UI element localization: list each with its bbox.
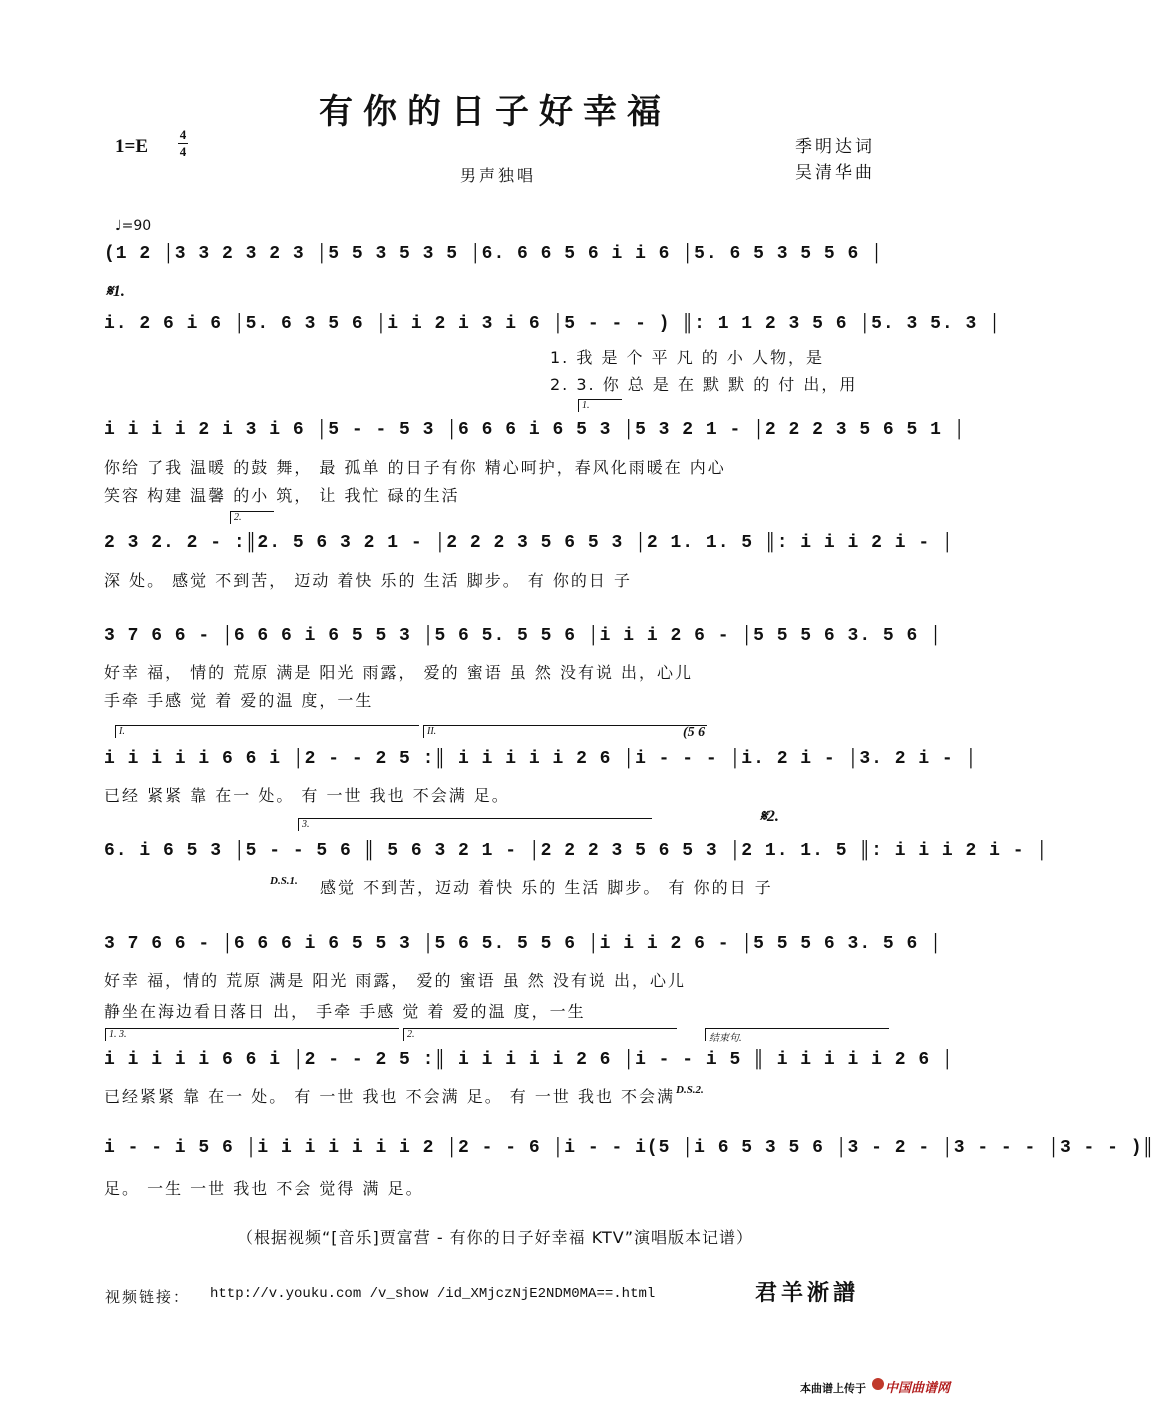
notes-system-9: i i i i i 6 6 i │2 - - 2 5 :║ i i i i i 2 6 │i - - i 5 ║ i i i i i 2 6 │ [104,1050,954,1070]
notes-system-6: i i i i i 6 6 i │2 - - 2 5 :║ i i i i i 2 6 │i - - - │i. 2 i - │3. 2 i - │ [104,749,978,769]
notes-system-5: 3 7 6 6 - │6 6 6 i 6 5 5 3 │5 6 5. 5 5 6 │i i i 2 6 - │5 5 5 6 3. 5 6 │ [104,626,942,646]
notes-system-3: i i i i 2 i 3 i 6 │5 - - 5 3 │6 6 6 i 6 5 3 │5 3 2 1 - │2 2 2 3 5 6 5 1 │ [104,420,966,440]
lyric-line: 足。 一生 一世 我也 不会 觉得 满 足。 [104,1179,424,1198]
site-logo-icon [872,1378,884,1390]
transcription-source-note: （根据视频“[音乐]贾富营 - 有你的日子好幸福 KTV”演唱版本记谱） [236,1228,754,1247]
notation-system-3 [104,414,966,448]
notation-system-9 [104,1044,954,1078]
composer-credit: 吴清华曲 [795,163,875,183]
notation-system-4 [104,527,954,561]
volta-2b: 2. [403,1028,677,1041]
video-link-url[interactable]: http://v.youku.com /v_show /id_XMjczNjE2NDM0MA==.html [210,1286,656,1302]
lyricist-credit: 季明达词 [795,137,875,157]
performer: 男声独唱 [460,166,537,185]
notation-system-6 [104,743,978,777]
segno-1: 𝄋1. [106,283,125,300]
lyric-line: 你给 了我 温暖 的鼓 舞， 最 孤单 的日子有你 精心呵护，春风化雨暖在 内心 [104,458,726,477]
notation-system-7 [104,835,1049,869]
video-link-label: 视频链接： [105,1288,191,1306]
lyric-line: 已经 紧紧 靠 在一 处。 有 一世 我也 不会满 足。 [104,786,510,805]
notation-system-5 [104,620,942,654]
ending-label: 结束句. [705,1028,889,1041]
volta-1-3: 1. 3. [105,1028,399,1041]
volta-3: 3. [298,818,652,831]
volta-I: I. [115,725,419,738]
pickup-notes: (5 6 [683,725,706,740]
transcriber-seal: 君羊淅譜 [755,1280,860,1306]
lyric-line: 静坐在海边看日落日 出， 手牵 手感 觉 着 爱的温 度，一生 [104,1002,586,1021]
lyric-line: 1. 我 是 个 平 凡 的 小 人物，是 [550,348,824,367]
lyric-line: 2. 3. 你 总 是 在 默 默 的 付 出，用 [550,375,858,394]
notes-system-4: 2 3 2. 2 - :║2. 5 6 3 2 1 - │2 2 2 3 5 6 5 3 │2 1. 1. 5 ║: i i i 2 i - │ [104,533,954,553]
time-signature [178,128,188,159]
volta-II: II. [423,725,707,738]
volta-1: 1. [578,399,622,412]
ds1-marking: D.S.1. [270,875,298,887]
lyric-line: 感觉 不到苦，迈动 着快 乐的 生活 脚步。 有 你的日 子 [320,878,773,897]
site-name[interactable]: 中国曲谱网 [885,1381,951,1396]
time-bottom: 4 [179,144,187,159]
volta-2: 2. [230,511,274,524]
key-signature: 1=E [115,136,148,157]
lyric-line: 笑容 构建 温馨 的小 筑， 让 我忙 碌的生活 [104,486,460,505]
lyric-line: 好幸 福， 情的 荒原 满是 阳光 雨露， 爱的 蜜语 虽 然 没有说 出，心儿 [104,663,694,682]
lyric-line: 深 处。 感觉 不到苦， 迈动 着快 乐的 生活 脚步。 有 你的日 子 [104,571,632,590]
time-top: 4 [179,127,187,142]
lyric-line: 手牵 手感 觉 着 爱的温 度，一生 [104,691,374,710]
ds2-marking: D.S.2. [676,1084,704,1096]
notes-system-8: 3 7 6 6 - │6 6 6 i 6 5 5 3 │5 6 5. 5 5 6 │i i i 2 6 - │5 5 5 6 3. 5 6 │ [104,934,942,954]
notation-system-10 [104,1132,1154,1166]
lyric-line: 好幸 福，情的 荒原 满是 阳光 雨露， 爱的 蜜语 虽 然 没有说 出，心儿 [104,971,686,990]
tempo-marking: ♩=90 [115,218,152,234]
notation-system-1 [104,238,894,272]
song-title: 有你的日子好幸福 [319,92,671,132]
segno-2: 𝄋2. [760,808,779,825]
notes-system-10: i - - i 5 6 │i i i i i i i 2 │2 - - 6 │i - - i(5 │i 6 5 3 5 6 │3 - 2 - │3 - - - │3 - - )║ [104,1138,1154,1158]
lyric-line: 已经紧紧 靠 在一 处。 有 一世 我也 不会满 足。 有 一世 我也 不会满 [104,1087,676,1106]
upload-note: 本曲谱上传于 [800,1382,866,1395]
notation-system-8 [104,928,942,962]
notes-system-2: i. 2 6 i 6 │5. 6 3 5 6 │i i 2 i 3 i 6 │5 - - - ) ║: 1 1 2 3 5 6 │5. 3 5. 3 │ [104,314,1001,334]
notes-system-7: 6. i 6 5 3 │5 - - 5 6 ║ 5 6 3 2 1 - │2 2 2 3 5 6 5 3 │2 1. 1. 5 ║: i i i 2 i - │ [104,841,1049,861]
notes-system-1: (1 2 │3 3 2 3 2 3 │5 5 3 5 3 5 │6. 6 6 5 6 i i 6 │5. 6 5 3 5 5 6 │ [104,244,883,264]
notation-system-2 [104,308,1001,342]
